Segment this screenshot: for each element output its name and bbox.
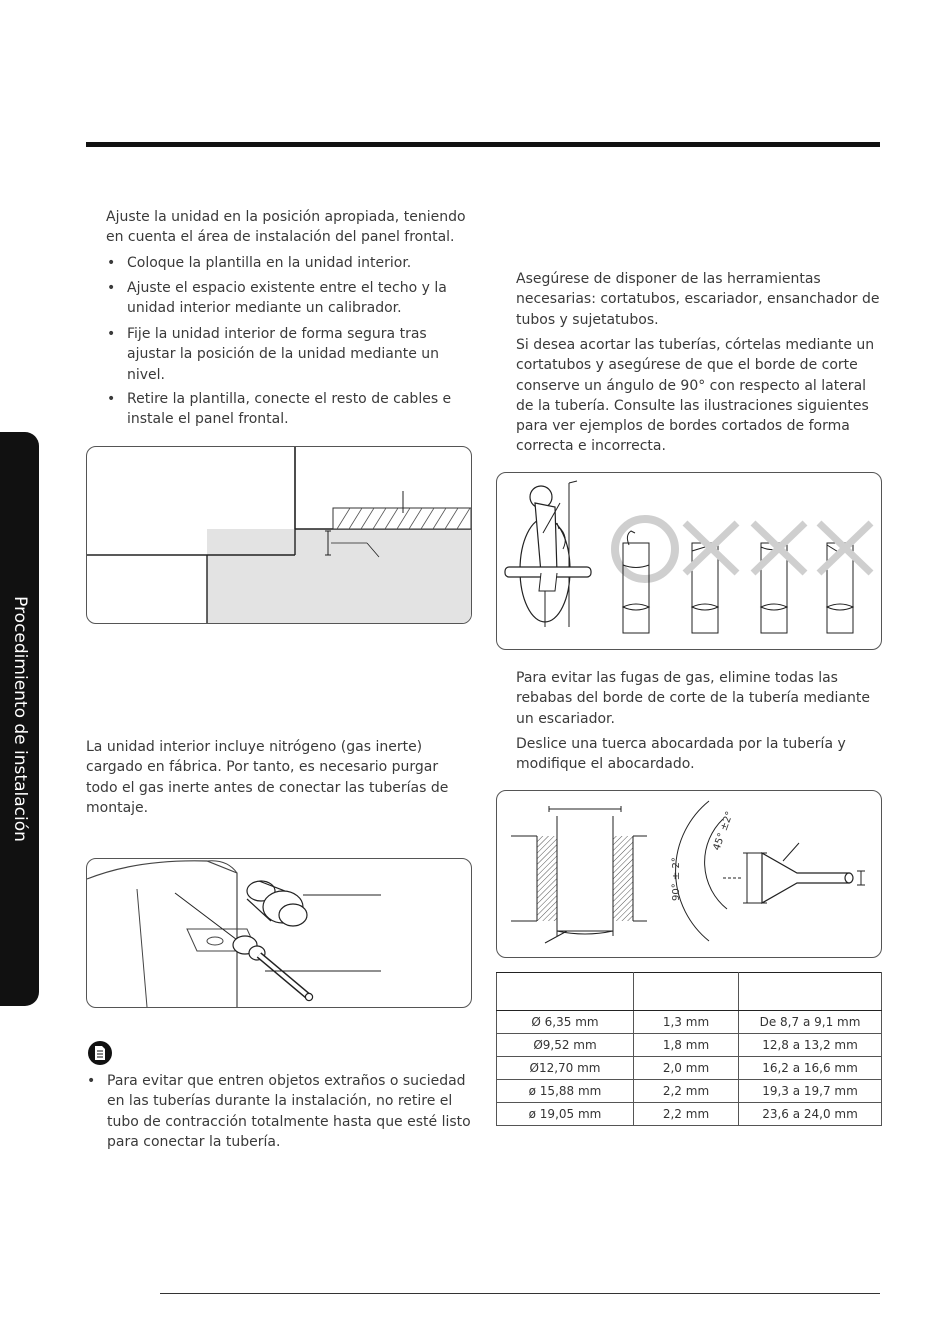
table-row	[497, 1103, 882, 1126]
list-item: • Fije la unidad interior de forma segura tras ajustar la posición de la unidad mediante un nivel.	[107, 324, 467, 385]
angle-45-label: 45° ±2°	[711, 810, 736, 853]
table-cell: Ø 6,35 mm	[497, 1011, 634, 1034]
note-bullet: • Para evitar que entren objetos extraños o suciedad en las tuberías durante la instalación, no retire el tubo de contracción totalmente hasta que esté listo para conectar la tubería.	[87, 1071, 477, 1152]
table-row	[497, 1080, 882, 1103]
flare-dimension-table	[496, 972, 882, 1126]
flare-figure	[496, 790, 882, 958]
table-cell: 12,8 a 13,2 mm	[739, 1034, 882, 1057]
table-cell: Ø12,70 mm	[497, 1057, 634, 1080]
table-cell: 1,3 mm	[634, 1011, 739, 1034]
footer-rule	[160, 1293, 880, 1294]
cut-paragraph: Si desea acortar las tuberías, córtelas mediante un cortatubos y asegúrese de que el borde de corte conserve un ángulo de 90° con respecto al lateral de la tubería. Consulte las ilustraciones siguientes para ver ejemplos de bordes cortados de forma correcta e incorrecta.	[516, 337, 875, 455]
table-cell: 2,2 mm	[634, 1103, 739, 1126]
table-cell: 16,2 a 16,6 mm	[739, 1057, 882, 1080]
table-cell: De 8,7 a 9,1 mm	[739, 1011, 882, 1034]
intro-paragraph: Ajuste la unidad en la posición apropiada, teniendo en cuenta el área de instalación del panel frontal.	[106, 209, 466, 246]
table-cell: 1,8 mm	[634, 1034, 739, 1057]
table-cell: ø 15,88 mm	[497, 1080, 634, 1103]
burr-paragraph: Para evitar las fugas de gas, elimine todas las rebabas del borde de corte de la tubería mediante un escariador.	[516, 670, 870, 727]
angle-90-label: 90° ± 2°	[671, 857, 682, 901]
table-header-row	[497, 973, 882, 1011]
section-side-tab-label: Procedimiento de instalación	[9, 596, 30, 842]
ceiling-gap-figure	[86, 446, 472, 624]
table-header-cell	[497, 973, 634, 1011]
table-cell: ø 19,05 mm	[497, 1103, 634, 1126]
table-cell: 2,2 mm	[634, 1080, 739, 1103]
table-cell: 2,0 mm	[634, 1057, 739, 1080]
list-item: • Coloque la plantilla en la unidad interior.	[107, 253, 467, 273]
nitrogen-paragraph: La unidad interior incluye nitrógeno (gas inerte) cargado en fábrica. Por tanto, es necesario purgar todo el gas inerte antes de conectar las tuberías de montaje.	[86, 739, 449, 816]
table-header-cell	[634, 973, 739, 1011]
section-side-tab	[0, 432, 39, 1006]
nitrogen-pipe-figure	[86, 858, 472, 1008]
tools-paragraph: Asegúrese de disponer de las herramientas necesarias: cortatubos, escariador, ensanchador de tubos y sujetatubos.	[516, 271, 880, 328]
table-cell: Ø9,52 mm	[497, 1034, 634, 1057]
list-item: • Ajuste el espacio existente entre el techo y la unidad interior mediante un calibrador.	[107, 278, 467, 319]
flare-paragraph: Deslice una tuerca abocardada por la tubería y modifique el abocardado.	[516, 736, 846, 773]
note-icon	[88, 1041, 112, 1065]
table-header-cell	[739, 973, 882, 1011]
table-cell: 23,6 a 24,0 mm	[739, 1103, 882, 1126]
table-row	[497, 1034, 882, 1057]
pipe-cutter-figure	[496, 472, 882, 650]
table-row	[497, 1057, 882, 1080]
table-row	[497, 1011, 882, 1034]
list-item: • Retire la plantilla, conecte el resto de cables e instale el panel frontal.	[107, 389, 467, 430]
header-rule	[86, 142, 880, 147]
table-cell: 19,3 a 19,7 mm	[739, 1080, 882, 1103]
